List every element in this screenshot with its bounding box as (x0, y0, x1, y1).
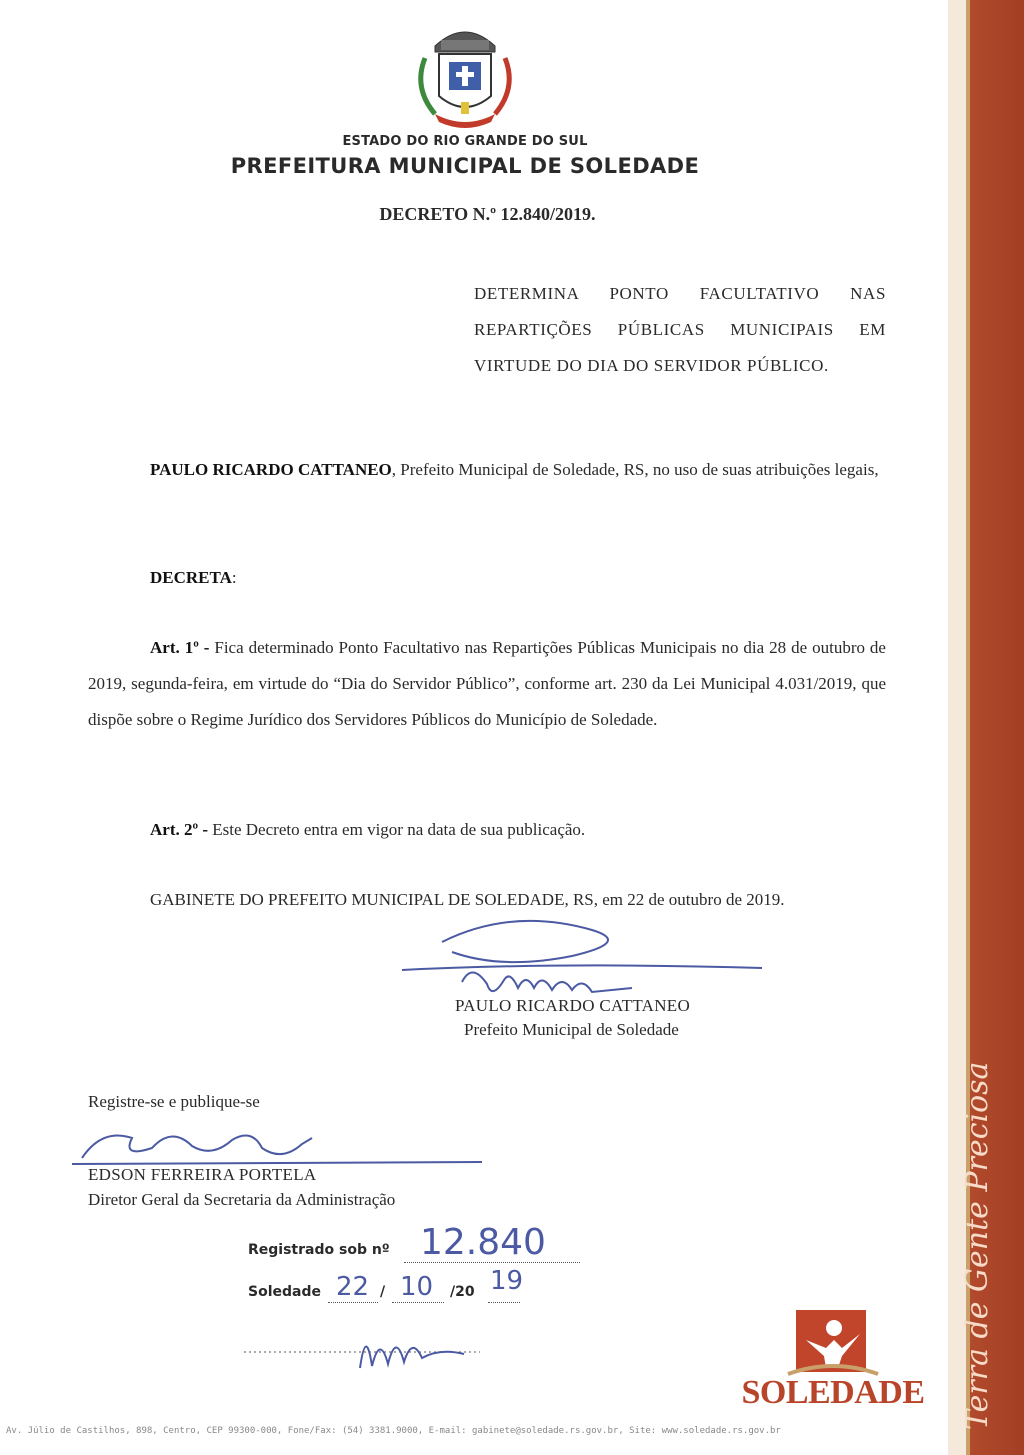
municipal-coat-of-arms-icon (405, 18, 525, 136)
article-2-label: Art. 2º - (150, 820, 209, 839)
slogan-text: Terra de Gente Preciosa (960, 1061, 995, 1430)
city-hall-header: PREFEITURA MUNICIPAL DE SOLEDADE (230, 154, 700, 178)
handwritten-month: 10 (400, 1272, 434, 1302)
year-prefix: /20 (450, 1284, 475, 1300)
preamble-paragraph (88, 452, 886, 488)
decreta-heading: DECRETA: (150, 568, 237, 587)
decreta-label: DECRETA (150, 568, 232, 587)
mayor-signature-name: PAULO RICARDO CATTANEO (455, 996, 691, 1015)
handwritten-day: 22 (336, 1272, 370, 1302)
state-header: ESTADO DO RIO GRANDE DO SUL (342, 134, 588, 149)
year-line (488, 1302, 520, 1303)
article-1 (88, 630, 886, 738)
footer-address: Av. Júlio de Castilhos, 898, Centro, CEP 99300-000, Fone/Fax: (54) 3381.9000, E-mail: gabinete@soledade.rs.gov.br, Site: www.soledade.rs.gov.br (6, 1426, 781, 1436)
article-1-text: Fica determinado Ponto Facultativo nas Repartições Públicas Municipais no dia 28 de outubro de 2019, segunda-feira, em virtude do “Dia do Servidor Público”, conforme art. 230 da Lei Municipal 4.031/2019, que dispõe sobre o Regime Jurídico dos Servidores Públicos do Município de Soledade. (88, 638, 886, 729)
director-name: EDSON FERREIRA PORTELA (88, 1165, 317, 1184)
day-line (328, 1302, 378, 1303)
date-separator: / (380, 1284, 386, 1300)
registered-label: Registrado sob nº (248, 1242, 390, 1258)
closing-text: GABINETE DO PREFEITO MUNICIPAL DE SOLEDADE, RS, em 22 de outubro de 2019. (150, 890, 785, 909)
article-1-label: Art. 1º - (150, 638, 210, 657)
city-label: Soledade (248, 1284, 321, 1300)
city-date-label (248, 1284, 321, 1300)
preamble-text: , Prefeito Municipal de Soledade, RS, no uso de suas atribuições legais, (391, 460, 879, 479)
mayor-signature-role: Prefeito Municipal de Soledade (464, 1020, 679, 1039)
registry-text: Registre-se e publique-se (88, 1092, 260, 1111)
decree-summary: DETERMINA PONTO FACULTATIVO NAS REPARTIÇÕES PÚBLICAS MUNICIPAIS EM VIRTUDE DO DIA DO SERVIDOR PÚBLICO. (474, 284, 886, 375)
decree-title: DECRETO N.º 12.840/2019. (379, 204, 596, 224)
registrar-signature (240, 1318, 480, 1376)
soledade-logo-word: SOLEDADE (741, 1374, 925, 1411)
registered-number: 12.840 (420, 1222, 546, 1263)
mayor-name-bold: PAULO RICARDO CATTANEO (150, 460, 392, 479)
article-2-text: Este Decreto entra em vigor na data de sua publicação. (208, 820, 586, 839)
month-line (392, 1302, 444, 1303)
soledade-logo-icon (738, 1300, 928, 1440)
handwritten-year: 19 (490, 1266, 524, 1296)
article-2 (88, 812, 886, 848)
director-role: Diretor Geral da Secretaria da Administração (88, 1190, 396, 1209)
